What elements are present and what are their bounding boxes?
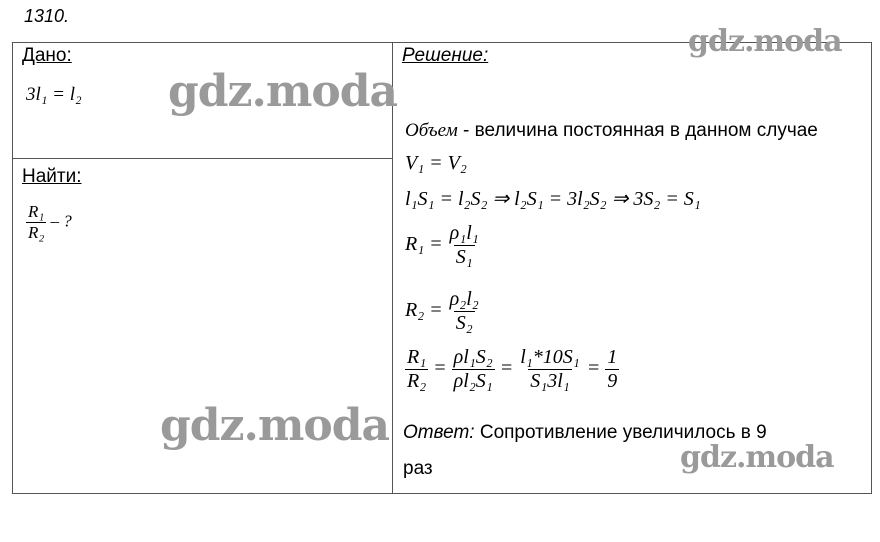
r2-numerator: ρ₂l₂ (449, 288, 479, 310)
find-formula (26, 202, 72, 243)
ratio-denominator: 9 (607, 370, 618, 392)
ratio-formula (405, 346, 619, 393)
ratio-numerator: 1 (607, 346, 618, 368)
equals-sign: = (428, 357, 452, 380)
ratio-denominator: S₁3l₁ (530, 370, 570, 392)
r1-lhs: R₁ = (405, 233, 448, 256)
solution-label: Решение: (402, 45, 489, 66)
volume-equation: V₁ = V₂ (405, 152, 467, 174)
r1-numerator: ρ₁l₁ (449, 222, 479, 244)
given-label: Дано: (22, 45, 72, 66)
answer-text: Сопротивление увеличилось в 9 (474, 422, 767, 443)
answer-label: Ответ: (403, 422, 475, 443)
r2-lhs: R₂ = (405, 299, 448, 322)
r2-denominator: S₂ (455, 312, 473, 334)
find-suffix: – ? (46, 211, 72, 231)
watermark: gdz.moda (168, 66, 398, 117)
ratio-numerator: R₁ (407, 346, 427, 368)
row-divider (12, 158, 393, 159)
volume-rest: - величина постоянная в данном случае (457, 120, 818, 141)
find-denominator: R₂ (28, 223, 45, 242)
given-formula: 3l₁ = l₂ (26, 84, 82, 105)
watermark: gdz.moda (160, 400, 390, 451)
ratio-denominator: ρl₂S₁ (453, 370, 493, 392)
ratio-numerator: ρl₁S₂ (453, 346, 493, 368)
r1-formula (405, 222, 481, 269)
watermark: gdz.moda (688, 24, 842, 59)
watermark: gdz.moda (680, 440, 834, 475)
r2-formula (405, 288, 481, 335)
answer-line-2: раз (403, 458, 433, 479)
equals-sign: = (581, 357, 606, 380)
find-label: Найти: (22, 166, 82, 187)
ratio-numerator: l₁*10S₁ (520, 346, 580, 368)
r1-denominator: S₁ (455, 246, 473, 268)
area-derivation: l₁S₁ = l₂S₂ ⇒ l₂S₁ = 3l₂S₂ ⇒ 3S₂ = S₁ (405, 188, 701, 210)
equals-sign: = (494, 357, 519, 380)
ratio-denominator: R₂ (407, 370, 427, 392)
problem-number: 1310. (24, 6, 70, 26)
volume-statement (405, 120, 818, 142)
volume-word: Объем (405, 120, 458, 141)
find-numerator: R₁ (28, 202, 45, 221)
